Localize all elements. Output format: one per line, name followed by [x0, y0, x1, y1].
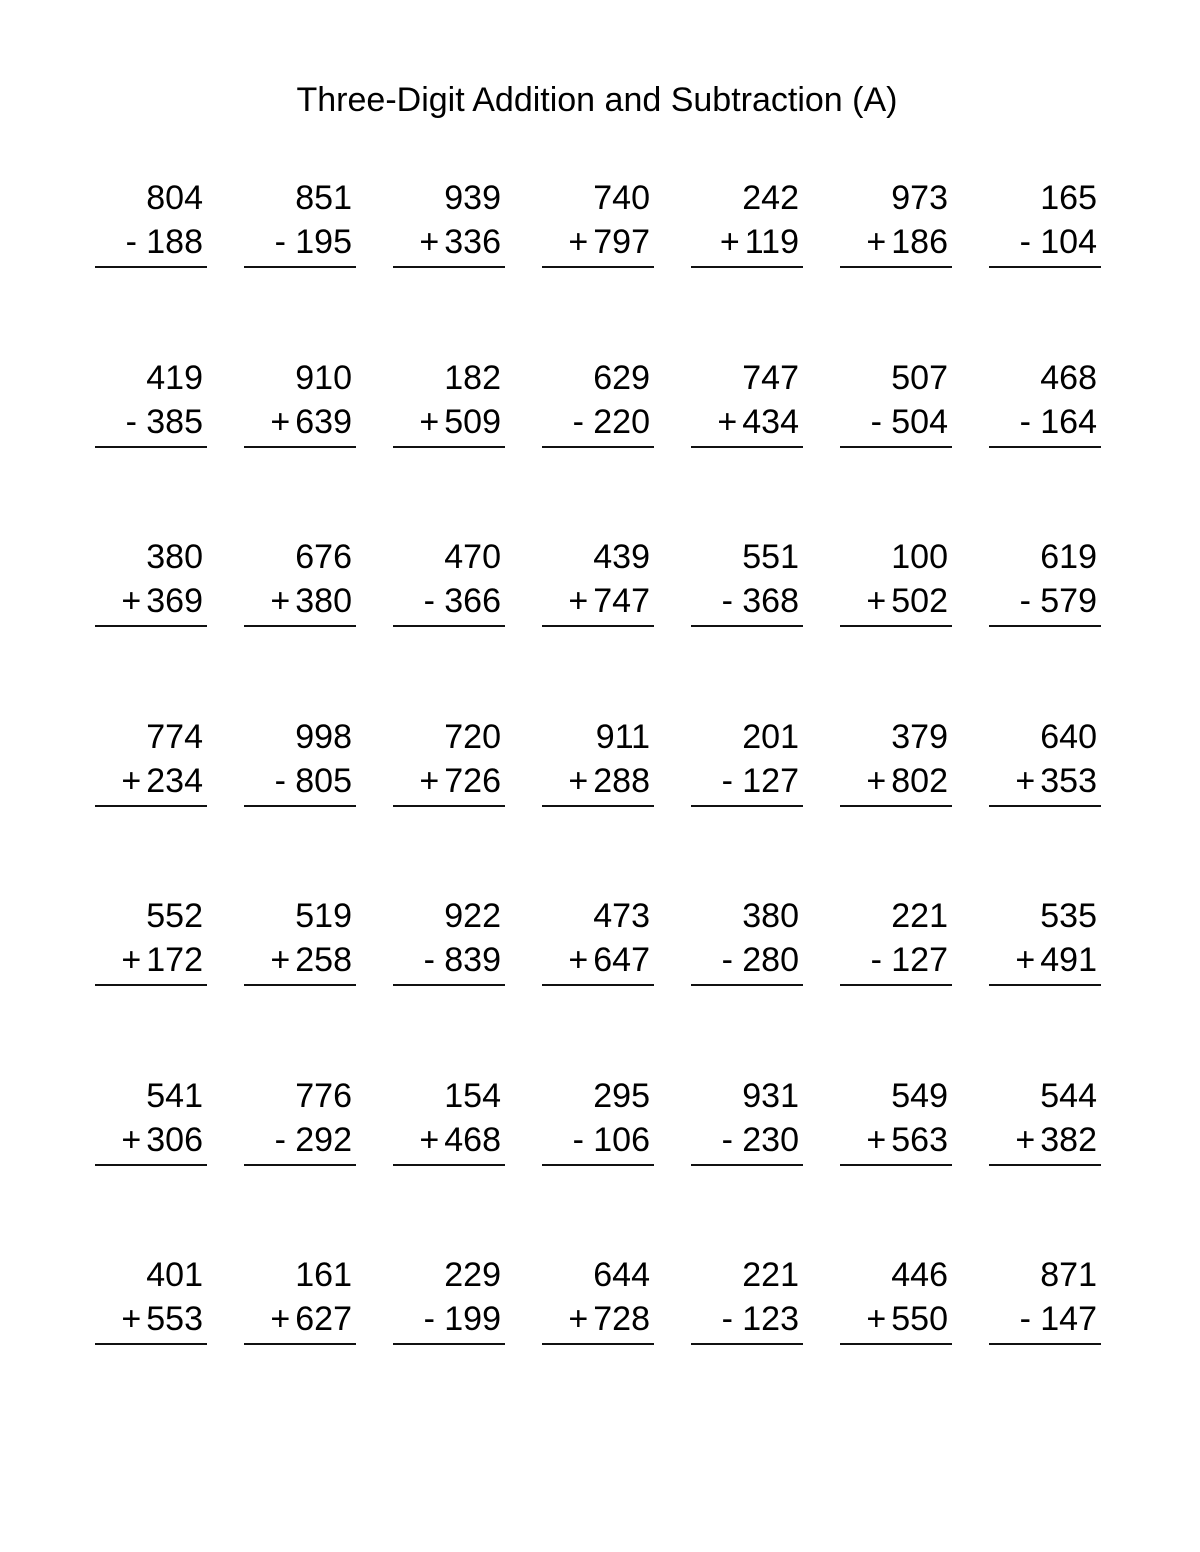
problem-6-7 [989, 1074, 1101, 1166]
problem-2-1 [95, 356, 207, 448]
bottom-row [840, 579, 952, 623]
bottom-operand: 366 [444, 582, 501, 620]
answer-line [244, 805, 356, 807]
operator-sign: + [568, 582, 589, 620]
bottom-operand: 164 [1040, 402, 1097, 441]
bottom-row [244, 759, 356, 803]
bottom-operand: 728 [593, 1300, 650, 1338]
bottom-operand: 434 [742, 402, 799, 441]
bottom-row [691, 579, 803, 623]
operator-sign: + [719, 223, 740, 261]
problem-7-6 [840, 1253, 952, 1345]
top-operand: 165 [1040, 179, 1097, 217]
answer-line [393, 1164, 505, 1166]
answer-line [691, 984, 803, 986]
bottom-row [840, 938, 952, 982]
problem-4-7 [989, 715, 1101, 807]
operator-sign: - [721, 1120, 733, 1159]
problem-2-2 [244, 356, 356, 448]
answer-line [542, 1164, 654, 1166]
top-operand: 776 [295, 1076, 352, 1115]
problem-4-6 [840, 715, 952, 807]
bottom-operand: 306 [146, 1120, 203, 1159]
top-operand: 804 [146, 179, 203, 217]
operator-sign: - [274, 1120, 286, 1159]
operator-sign: + [866, 582, 887, 620]
bottom-row [989, 220, 1101, 264]
problem-3-2 [244, 535, 356, 627]
top-operand: 446 [891, 1256, 948, 1294]
problem-7-4 [542, 1253, 654, 1345]
answer-line [840, 1343, 952, 1345]
operator-sign: + [1015, 1120, 1036, 1159]
problem-1-2 [244, 176, 356, 268]
answer-line [989, 1343, 1101, 1345]
bottom-row [542, 220, 654, 264]
bottom-row [840, 1297, 952, 1341]
bottom-row [989, 1297, 1101, 1341]
bottom-row [691, 220, 803, 264]
bottom-operand: 292 [295, 1120, 352, 1159]
bottom-operand: 199 [444, 1300, 501, 1338]
bottom-row [840, 759, 952, 803]
operator-sign: - [870, 941, 882, 979]
problem-2-4 [542, 356, 654, 448]
problem-6-6 [840, 1074, 952, 1166]
problem-1-3 [393, 176, 505, 268]
operator-sign: + [121, 941, 142, 979]
problem-4-2 [244, 715, 356, 807]
bottom-operand: 336 [444, 223, 501, 261]
problem-7-3 [393, 1253, 505, 1345]
operator-sign: - [721, 582, 733, 620]
top-operand: 473 [593, 897, 650, 935]
answer-line [95, 1164, 207, 1166]
top-operand: 740 [593, 179, 650, 217]
bottom-row [244, 1118, 356, 1162]
bottom-operand: 104 [1040, 223, 1097, 261]
top-operand: 519 [295, 897, 352, 935]
problem-1-1 [95, 176, 207, 268]
answer-line [393, 625, 505, 627]
bottom-operand: 147 [1040, 1300, 1097, 1338]
top-operand: 535 [1040, 897, 1097, 935]
top-operand: 931 [742, 1076, 799, 1115]
answer-line [95, 266, 207, 268]
bottom-operand: 258 [295, 941, 352, 979]
bottom-row [244, 938, 356, 982]
bottom-operand: 491 [1040, 941, 1097, 979]
bottom-row [542, 1297, 654, 1341]
answer-line [691, 805, 803, 807]
operator-sign: + [717, 402, 738, 441]
problem-2-3 [393, 356, 505, 448]
bottom-row [989, 1118, 1101, 1162]
top-operand: 182 [444, 358, 501, 397]
bottom-row [989, 759, 1101, 803]
top-operand: 229 [444, 1256, 501, 1294]
problem-6-1 [95, 1074, 207, 1166]
top-operand: 242 [742, 179, 799, 217]
problem-5-7 [989, 894, 1101, 986]
problem-5-2 [244, 894, 356, 986]
answer-line [244, 266, 356, 268]
problem-5-3 [393, 894, 505, 986]
bottom-operand: 220 [593, 402, 650, 441]
answer-line [95, 446, 207, 448]
top-operand: 201 [742, 717, 799, 756]
operator-sign: + [121, 582, 142, 620]
bottom-row [840, 1118, 952, 1162]
top-operand: 973 [891, 179, 948, 217]
problem-3-1 [95, 535, 207, 627]
top-operand: 380 [146, 538, 203, 576]
problem-5-6 [840, 894, 952, 986]
bottom-operand: 186 [891, 223, 948, 261]
top-operand: 541 [146, 1076, 203, 1115]
bottom-operand: 504 [891, 402, 948, 441]
top-operand: 380 [742, 897, 799, 935]
operator-sign: - [721, 1300, 733, 1338]
operator-sign: + [568, 761, 589, 800]
answer-line [244, 1164, 356, 1166]
top-operand: 629 [593, 358, 650, 397]
answer-line [840, 446, 952, 448]
answer-line [95, 625, 207, 627]
problem-1-5 [691, 176, 803, 268]
answer-line [542, 805, 654, 807]
problem-6-5 [691, 1074, 803, 1166]
bottom-operand: 123 [742, 1300, 799, 1338]
bottom-row [95, 1297, 207, 1341]
problem-3-4 [542, 535, 654, 627]
bottom-operand: 579 [1040, 582, 1097, 620]
bottom-row [691, 759, 803, 803]
top-operand: 552 [146, 897, 203, 935]
worksheet-title: Three-Digit Addition and Subtraction (A) [296, 81, 898, 119]
top-operand: 851 [295, 179, 352, 217]
answer-line [691, 1343, 803, 1345]
bottom-operand: 839 [444, 941, 501, 979]
bottom-operand: 563 [891, 1120, 948, 1159]
answer-line [95, 1343, 207, 1345]
bottom-operand: 119 [744, 223, 799, 261]
operator-sign: - [1019, 223, 1031, 261]
bottom-operand: 382 [1040, 1120, 1097, 1159]
bottom-operand: 369 [146, 582, 203, 620]
top-operand: 998 [295, 717, 352, 756]
bottom-row [244, 220, 356, 264]
problem-3-5 [691, 535, 803, 627]
problem-2-6 [840, 356, 952, 448]
answer-line [244, 1343, 356, 1345]
bottom-row [393, 400, 505, 444]
bottom-operand: 385 [146, 402, 203, 441]
answer-line [244, 446, 356, 448]
top-operand: 221 [891, 897, 948, 935]
top-operand: 401 [146, 1256, 203, 1294]
top-operand: 468 [1040, 358, 1097, 397]
operator-sign: + [866, 761, 887, 800]
answer-line [989, 446, 1101, 448]
answer-line [542, 625, 654, 627]
bottom-operand: 627 [295, 1300, 352, 1338]
operator-sign: - [423, 582, 435, 620]
answer-line [542, 984, 654, 986]
answer-line [244, 625, 356, 627]
answer-line [840, 266, 952, 268]
problem-7-7 [989, 1253, 1101, 1345]
answer-line [840, 805, 952, 807]
operator-sign: - [274, 761, 286, 800]
problem-2-5 [691, 356, 803, 448]
bottom-operand: 368 [742, 582, 799, 620]
bottom-operand: 747 [593, 582, 650, 620]
top-operand: 551 [742, 538, 799, 576]
top-operand: 507 [891, 358, 948, 397]
answer-line [989, 625, 1101, 627]
operator-sign: + [419, 223, 440, 261]
bottom-operand: 230 [742, 1120, 799, 1159]
bottom-operand: 639 [295, 402, 352, 441]
top-operand: 911 [595, 717, 650, 756]
bottom-row [542, 938, 654, 982]
top-operand: 676 [295, 538, 352, 576]
answer-line [840, 984, 952, 986]
bottom-row [840, 220, 952, 264]
bottom-row [691, 1297, 803, 1341]
bottom-operand: 550 [891, 1300, 948, 1338]
bottom-operand: 509 [444, 402, 501, 441]
bottom-row [542, 400, 654, 444]
top-operand: 720 [444, 717, 501, 756]
answer-line [393, 984, 505, 986]
bottom-operand: 127 [891, 941, 948, 979]
problem-1-6 [840, 176, 952, 268]
answer-line [840, 625, 952, 627]
top-operand: 419 [146, 358, 203, 397]
bottom-row [393, 1118, 505, 1162]
bottom-operand: 380 [295, 582, 352, 620]
operator-sign: - [1019, 582, 1031, 620]
operator-sign: + [866, 1120, 887, 1159]
bottom-operand: 280 [742, 941, 799, 979]
bottom-row [989, 400, 1101, 444]
bottom-row [244, 1297, 356, 1341]
problem-3-3 [393, 535, 505, 627]
top-operand: 295 [593, 1076, 650, 1115]
bottom-operand: 726 [444, 761, 501, 800]
operator-sign: + [419, 1120, 440, 1159]
top-operand: 871 [1040, 1256, 1097, 1294]
operator-sign: - [572, 1120, 584, 1159]
answer-line [691, 266, 803, 268]
bottom-row [542, 759, 654, 803]
bottom-operand: 172 [146, 941, 203, 979]
problem-5-1 [95, 894, 207, 986]
operator-sign: + [568, 941, 589, 979]
operator-sign: - [1019, 402, 1031, 441]
operator-sign: + [419, 402, 440, 441]
bottom-operand: 195 [295, 223, 352, 261]
bottom-row [691, 938, 803, 982]
operator-sign: - [721, 761, 733, 800]
bottom-row [542, 579, 654, 623]
answer-line [542, 446, 654, 448]
answer-line [989, 805, 1101, 807]
answer-line [989, 1164, 1101, 1166]
problem-4-4 [542, 715, 654, 807]
bottom-row [840, 400, 952, 444]
bottom-row [393, 759, 505, 803]
top-operand: 549 [891, 1076, 948, 1115]
operator-sign: + [568, 223, 589, 261]
answer-line [840, 1164, 952, 1166]
answer-line [542, 266, 654, 268]
bottom-row [989, 579, 1101, 623]
problem-4-3 [393, 715, 505, 807]
bottom-row [244, 579, 356, 623]
answer-line [542, 1343, 654, 1345]
bottom-row [95, 579, 207, 623]
operator-sign: + [121, 1300, 142, 1338]
operator-sign: - [274, 223, 286, 261]
bottom-operand: 127 [742, 761, 799, 800]
bottom-operand: 802 [891, 761, 948, 800]
bottom-row [95, 759, 207, 803]
problem-6-3 [393, 1074, 505, 1166]
problem-7-5 [691, 1253, 803, 1345]
bottom-operand: 805 [295, 761, 352, 800]
operator-sign: - [423, 941, 435, 979]
answer-line [393, 805, 505, 807]
bottom-operand: 502 [891, 582, 948, 620]
problem-5-5 [691, 894, 803, 986]
bottom-operand: 188 [146, 223, 203, 261]
top-operand: 161 [295, 1256, 352, 1294]
problem-2-7 [989, 356, 1101, 448]
problem-4-1 [95, 715, 207, 807]
answer-line [691, 1164, 803, 1166]
bottom-operand: 468 [444, 1120, 501, 1159]
bottom-operand: 353 [1040, 761, 1097, 800]
operator-sign: + [866, 223, 887, 261]
problem-6-4 [542, 1074, 654, 1166]
answer-line [691, 446, 803, 448]
bottom-row [691, 1118, 803, 1162]
operator-sign: + [270, 941, 291, 979]
answer-line [691, 625, 803, 627]
operator-sign: - [721, 941, 733, 979]
top-operand: 470 [444, 538, 501, 576]
operator-sign: + [568, 1300, 589, 1338]
problem-4-5 [691, 715, 803, 807]
bottom-operand: 234 [146, 761, 203, 800]
top-operand: 619 [1040, 538, 1097, 576]
problem-7-1 [95, 1253, 207, 1345]
answer-line [393, 446, 505, 448]
top-operand: 100 [891, 538, 948, 576]
bottom-row [244, 400, 356, 444]
top-operand: 922 [444, 897, 501, 935]
bottom-row [542, 1118, 654, 1162]
bottom-row [95, 220, 207, 264]
top-operand: 221 [742, 1256, 799, 1294]
answer-line [95, 984, 207, 986]
operator-sign: + [270, 1300, 291, 1338]
operator-sign: - [423, 1300, 435, 1338]
top-operand: 640 [1040, 717, 1097, 756]
top-operand: 154 [444, 1076, 501, 1115]
operator-sign: - [125, 402, 137, 441]
top-operand: 379 [891, 717, 948, 756]
answer-line [989, 984, 1101, 986]
problem-1-4 [542, 176, 654, 268]
problem-5-4 [542, 894, 654, 986]
operator-sign: + [1015, 941, 1036, 979]
bottom-row [393, 220, 505, 264]
operator-sign: + [121, 761, 142, 800]
operator-sign: + [121, 1120, 142, 1159]
operator-sign: + [270, 402, 291, 441]
operator-sign: - [572, 402, 584, 441]
answer-line [393, 1343, 505, 1345]
top-operand: 939 [444, 179, 501, 217]
bottom-row [393, 1297, 505, 1341]
operator-sign: + [1015, 761, 1036, 800]
operator-sign: + [270, 582, 291, 620]
top-operand: 747 [742, 358, 799, 397]
operator-sign: - [1019, 1300, 1031, 1338]
bottom-row [393, 938, 505, 982]
problem-3-6 [840, 535, 952, 627]
problem-3-7 [989, 535, 1101, 627]
top-operand: 910 [295, 358, 352, 397]
bottom-row [989, 938, 1101, 982]
operator-sign: - [125, 223, 137, 261]
operator-sign: + [419, 761, 440, 800]
bottom-operand: 288 [593, 761, 650, 800]
top-operand: 544 [1040, 1076, 1097, 1115]
answer-line [989, 266, 1101, 268]
bottom-row [393, 579, 505, 623]
bottom-row [691, 400, 803, 444]
problem-7-2 [244, 1253, 356, 1345]
top-operand: 644 [593, 1256, 650, 1294]
top-operand: 439 [593, 538, 650, 576]
bottom-row [95, 400, 207, 444]
problem-1-7 [989, 176, 1101, 268]
bottom-operand: 797 [593, 223, 650, 261]
operator-sign: - [870, 402, 882, 441]
top-operand: 774 [146, 717, 203, 756]
bottom-operand: 106 [593, 1120, 650, 1159]
answer-line [244, 984, 356, 986]
bottom-operand: 553 [146, 1300, 203, 1338]
answer-line [393, 266, 505, 268]
operator-sign: + [866, 1300, 887, 1338]
bottom-row [95, 938, 207, 982]
answer-line [95, 805, 207, 807]
bottom-row [95, 1118, 207, 1162]
problem-6-2 [244, 1074, 356, 1166]
bottom-operand: 647 [593, 941, 650, 979]
